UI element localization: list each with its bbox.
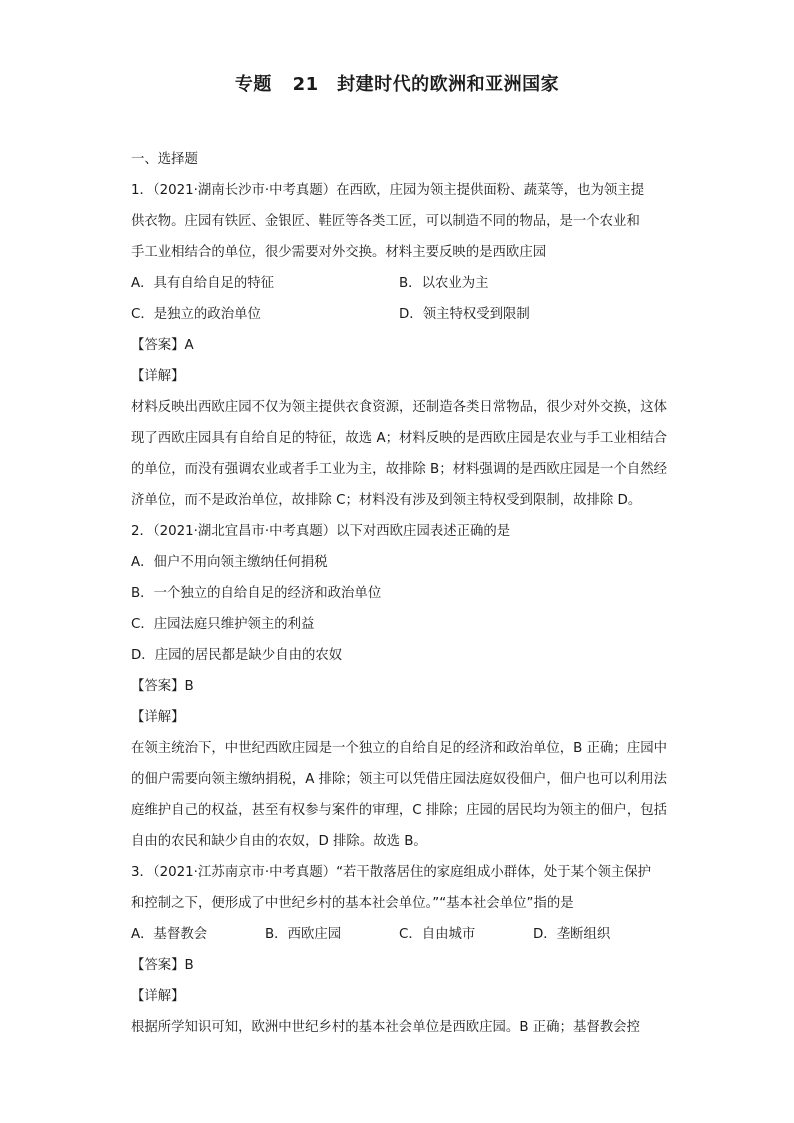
option-d: D．庄园的居民都是缺少自由的农奴 <box>131 648 343 663</box>
answer-label: 【答案】B <box>131 958 194 973</box>
question-stem-line: 1．（2021·湖南长沙市·中考真题）在西欧，庄园为领主提供面粉、蔬菜等，也为领主提 <box>131 183 645 198</box>
question-stem-line: 和控制之下，便形成了中世纪乡村的基本社会单位。”“基本社会单位”指的是 <box>131 896 574 911</box>
option-d: D．领主特权受到限制 <box>399 307 530 322</box>
question-stem-line: 供衣物。庄园有铁匠、金银匠、鞋匠等各类工匠，可以制造不同的物品，是一个农业和 <box>131 214 640 229</box>
question-3 <box>131 857 667 1043</box>
answer-label: 【答案】A <box>131 338 194 353</box>
answer-label: 【答案】B <box>131 679 194 694</box>
option-d: D．垄断组织 <box>533 927 611 942</box>
question-stem-line: 3．（2021·江苏南京市·中考真题）“若干散落居住的家庭组成小群体，处于某个领主保护 <box>131 865 652 880</box>
option-a: A．具有自给自足的特征 <box>131 276 275 291</box>
detail-text: 材料反映出西欧庄园不仅为领主提供衣食资源，还制造各类日常物品，很少对外交换，这体现了西欧庄园具有自给自足的特征，故选 A；材料反映的是西欧庄园是农业与手工业相结合的单位，而没有强调农业或者手工业为主，故排除 B；材料强调的是西欧庄园是一个自然经济单位，而不是政治单位，故排除 C；材料没有涉及到领主特权受到限制，故排除 D。 <box>131 400 667 508</box>
options-row <box>131 919 667 950</box>
question-2 <box>131 516 667 857</box>
detail-label: 【详解】 <box>131 989 185 1004</box>
option-c: C．庄园法庭只维护领主的利益 <box>131 617 315 632</box>
detail-text: 根据所学知识可知，欧洲中世纪乡村的基本社会单位是西欧庄园。B 正确；基督教会控 <box>131 1020 640 1035</box>
section-heading: 一、选择题 <box>131 152 198 167</box>
options-row <box>131 268 667 299</box>
detail-label: 【详解】 <box>131 710 185 725</box>
option-b: B．西欧庄园 <box>265 927 342 942</box>
question-stem-line: 手工业相结合的单位，很少需要对外交换。材料主要反映的是西欧庄园 <box>131 245 547 260</box>
option-b: B．以农业为主 <box>399 276 489 291</box>
question-1 <box>131 175 667 516</box>
detail-label: 【详解】 <box>131 369 185 384</box>
question-stem-line: 2．（2021·湖北宜昌市·中考真题）以下对西欧庄园表述正确的是 <box>131 524 511 539</box>
option-c: C．是独立的政治单位 <box>131 307 261 322</box>
option-c: C．自由城市 <box>399 927 476 942</box>
detail-text: 在领主统治下，中世纪西欧庄园是一个独立的自给自足的经济和政治单位，B 正确；庄园中的佃户需要向领主缴纳捐税，A 排除；领主可以凭借庄园法庭奴役佃户，佃户也可以利用法庭维护自己的权益，甚至有权参与案件的审理，C 排除；庄园的居民均为领主的佃户，包括自由的农民和缺少自由的农奴，D 排除。故选 B。 <box>131 741 667 849</box>
option-a: A．基督教会 <box>131 927 208 942</box>
option-b: B．一个独立的自给自足的经济和政治单位 <box>131 586 382 601</box>
options-row <box>131 299 667 330</box>
option-a: A．佃户不用向领主缴纳任何捐税 <box>131 555 328 570</box>
question-content <box>131 144 667 1043</box>
page-title: 专题 21 封建时代的欧洲和亚洲国家 <box>234 74 560 95</box>
